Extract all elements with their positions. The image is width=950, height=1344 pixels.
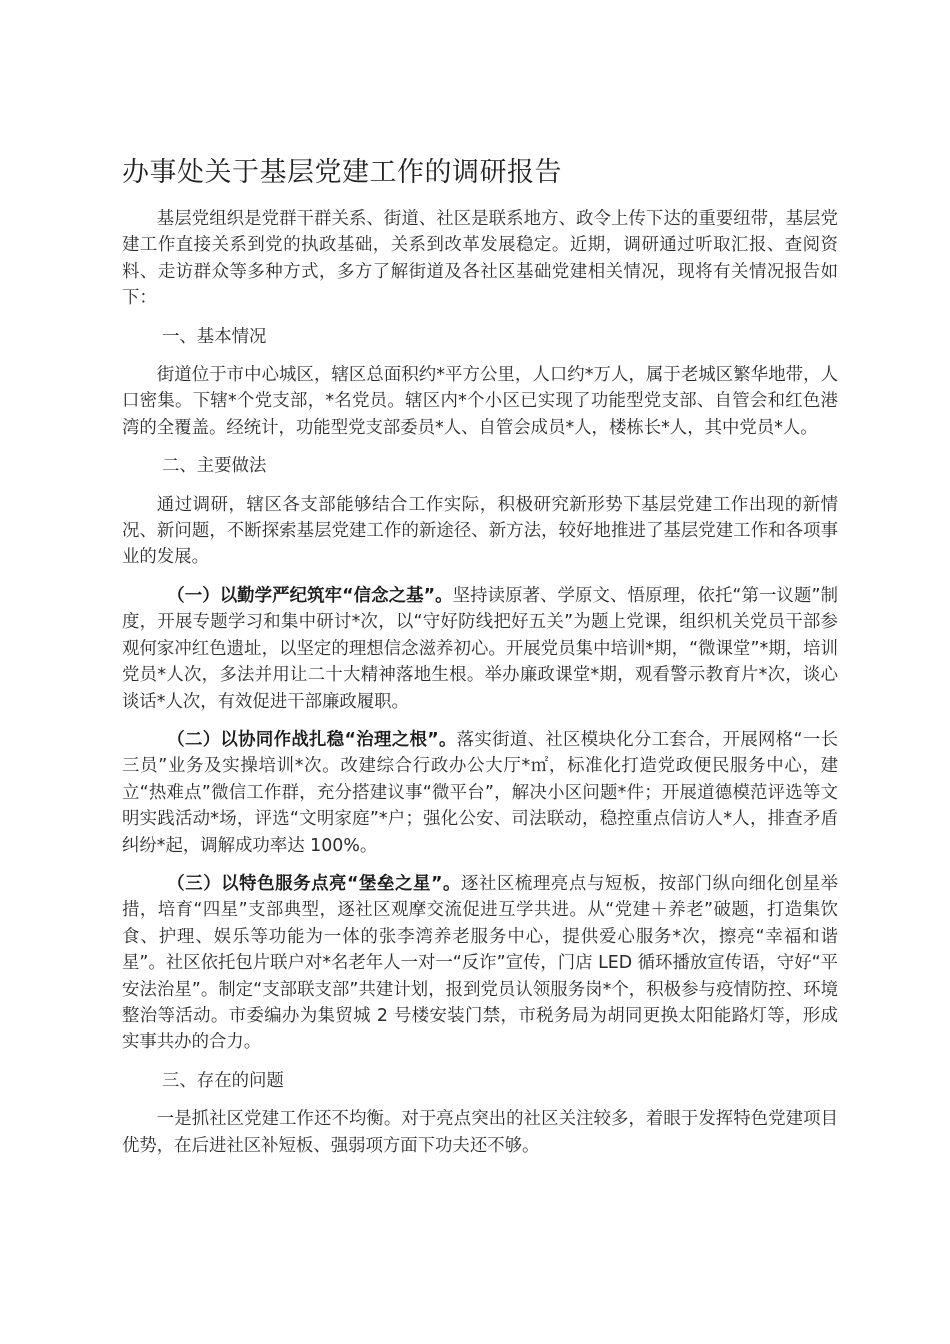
practice-item-3-body: 逐社区梳理亮点与短板，按部门纵向细化创星举措，培育“四星”支部典型，逐社区观摩交流促进互学共进。从“党建＋养老”破题，打造集饮食、护理、娱乐等功能为一体的张李湾养老服务中心，提供爱心服务*次，擦亮“幸福和谐星”。社区依托包片联户对*名老年人一对一“反诈”宣传，门店 LED 循环播放宣传语，守好“平安法治星”。制定“支部联支部”共建计划，报到党员认领服务岗*个，积极参与疫情防控、环境整治等活动。市委编办为集贸城 2 号楼安装门禁，市税务局为胡同更换太阳能路灯等，形成实事共办的合力。 [122,873,838,1053]
practice-item-3-lead: （三）以特色服务点亮“堡垒之星”。 [167,873,461,894]
practice-item-2-body: 落实街道、社区模块化分工套合，开展网格“一长三员”业务及实操培训*次。改建综合行政办公大厅*㎡，标准化打造党政便民服务中心，建立“热难点”微信工作群，充分搭建议事“微平台”，解决小区问题*件；开展道德模范评选等文明实践活动*场，评选“文明家庭”*户；强化公安、司法联动，稳控重点信访人*人，排查矛盾纠纷*起，调解成功率达 100%。 [122,729,838,856]
intro-paragraph: 基层党组织是党群干群关系、街道、社区是联系地方、政令上传下达的重要纽带，基层党建工作直接关系到党的执政基础，关系到改革发展稳定。近期，调研通过听取汇报、查阅资料、走访群众等多种方式，多方了解街道及各社区基础党建相关情况，现将有关情况报告如下： [122,209,838,309]
practice-item-2-lead: （二）以协同作战扎稳“治理之根”。 [167,729,457,750]
section-heading-basic-situation: 一、基本情况 [162,326,267,347]
document-title: 办事处关于基层党建工作的调研报告 [122,157,562,188]
document-body [122,206,838,1171]
practice-item-1-body: 坚持读原著、学原文、悟原理，依托“第一议题”制度，开展专题学习和集中研讨*次，以“守好防线把好五关”为题上党课，组织机关党员干部参观何家冲红色遗址，以坚定的理想信念滋养初心。开展党员集中培训*期，“微课堂”*期，培训党员*人次，多法并用让二十大精神落地生根。举办廉政课堂*期，观看警示教育片*次，谈心谈话*人次，有效促进干部廉政履职。 [122,585,838,712]
section-heading-main-practices: 二、主要做法 [162,456,267,477]
practice-item-2 [122,727,838,859]
main-practices-intro-paragraph: 通过调研，辖区各支部能够结合工作实际，积极研究新形势下基层党建工作出现的新情况、新问题，不断探索基层党建工作的新途径、新方法，较好地推进了基层党建工作和各项事业的发展。 [122,494,838,568]
practice-item-1 [122,583,838,715]
practice-item-3 [122,871,838,1056]
practice-item-1-lead: （一）以勤学严纪筑牢“信念之基”。 [167,585,453,606]
existing-problems-paragraph: 一是抓社区党建工作还不均衡。对于亮点突出的社区关注较多，着眼于发挥特色党建项目优势，在后进社区补短板、强弱项方面下功夫还不够。 [122,1109,838,1156]
basic-situation-paragraph: 街道位于市中心城区，辖区总面积约*平方公里，人口约*万人，属于老城区繁华地带，人口密集。下辖*个党支部，*名党员。辖区内*个小区已实现了功能型党支部、自管会和红色港湾的全覆盖。经统计，功能型党支部委员*人、自管会成员*人，楼栋长*人，其中党员*人。 [122,365,838,438]
section-heading-existing-problems: 三、存在的问题 [162,1070,284,1091]
